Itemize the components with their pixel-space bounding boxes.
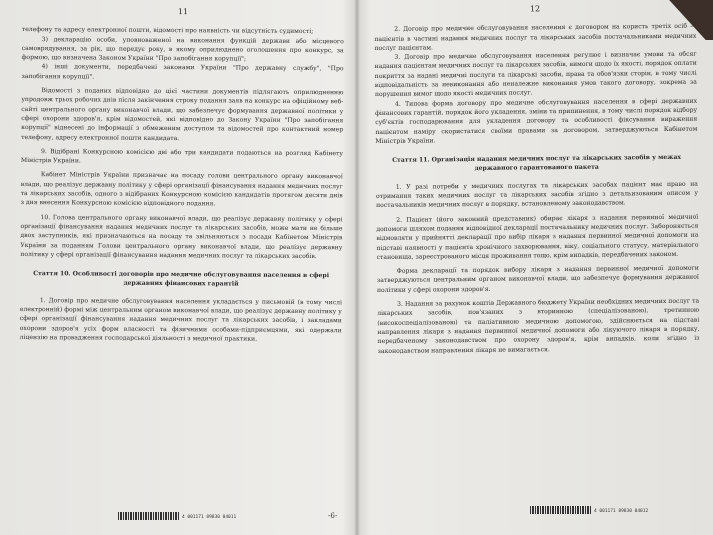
paragraph: Відомості з поданих відповідно до цієї частини документів підлягають оприлюдненню упродовж трьох робочих днів після закінчення строку подання заяв на конкурс на офіційному веб-сайті центрального органу виконавчої влади, що забезпечує формування державної політики у сфері охорони здоров'я, крім відомостей, які відповідно до Закону України "Про запобігання корупції" віднесені до інформації з обмеженим доступом та відомостей про контактний номер телефону, адресу електронної пошти кандидата.: [21, 87, 344, 142]
barcode-number: 4 001171 89830 04012: [594, 509, 649, 514]
barcode-bars: [530, 506, 592, 514]
barcode-right: [530, 506, 648, 514]
page-number-right: 12: [529, 4, 541, 14]
paragraph: 4) інші документи, передбачені законами України "Про державну службу", "Про запобігання корупції".: [21, 63, 344, 81]
barcode-number: 4 001171 89830 04011: [182, 515, 237, 520]
left-page: [18, 6, 344, 528]
article-heading: Стаття 10. Особливості договорів про медичне обслуговування населення в сфері державних фінансових гарантій: [33, 270, 330, 288]
paragraph: 1. Договір про медичне обслуговування населення укладається у письмовій (в тому числі електронній) формі між центральним органом виконавчої влади, що реалізує державну політику у сфері організації фінансування надання медичних послуг та лікарських засобів, і закладами охорони здоров'я усіх форм власності та фізичними особами-підприємцями, які одержали ліцензію на провадження господарської діяльності з медичної практики.: [19, 296, 342, 343]
paragraph: Форма декларації та порядок вибору лікаря з надання первинної медичної допомоги затверджуються центральним органом виконавчої влади, що забезпечує формування державної політики у сфері охорони здоров'я.: [376, 264, 699, 294]
right-page: [374, 3, 701, 526]
article-heading: Стаття 11. Організація надання медичних послуг та лікарських засобів у межах державного гарантованого пакета: [392, 153, 682, 173]
paragraph: 3) декларацію особи, уповноваженої на виконання функцій держави або місцевого самоврядування, за рік, що передує року, в якому оприлюднено оголошення про конкурс, за формою, що визначена Законом України "Про запобігання корупції";: [21, 35, 344, 63]
barcode-left: [118, 512, 236, 520]
book-gutter: [354, 0, 360, 535]
paragraph: телефону та адресу електронної пошти, відомості про наявність чи відсутність судимості;: [21, 26, 314, 36]
paragraph: 10. Голова центрального органу виконавчої влади, що реалізує державну політику у сфері організації фінансування надання медичних послуг та лікарських засобів, може мати не більше двох заступників, які призначаються на посаду та звільняються з посади Кабінетом Міністрів України за поданням Голови центрального органу виконавчої влади, що реалізує державну політику у сфері організації фінансування надання медичних послуг та лікарських засобів.: [20, 213, 343, 260]
paragraph: 3. Договір про медичне обслуговування населення регулює і визначає умови та обсяг надання пацієнтам медичних послуг та лікарських засобів, вимоги щодо їх якості, порядок оплати покриття за надані медичні послуги та лікарські засоби, права та обов'язки сторін, в тому числі відповідальність за невиконання або неналежне виконання умов такого договору, зокрема за порушення вимог щодо якості медичних послуг.: [374, 50, 697, 99]
paragraph: 4. Типова форма договору про медичне обслуговування населення в сфері державних фінансових гарантій, порядок його укладення, зміни та припинення, в тому числі порядок відбору суб'єктів господарювання для укладення договору та особливості фіксування вираження пацієнтом наміру скористатися своїми правами за договором, затверджуються Кабінетом Міністрів України.: [375, 97, 698, 145]
paragraph: 9. Відібрані Конкурсною комісією дві або три кандидати подаються на розгляд Кабінету Міністрів України.: [20, 147, 344, 165]
paragraph: 2. Пацієнт (його законний представник) обирає лікаря з надання первинної медичної допомоги шляхом подання відповідної декларації постачальнику медичних послуг. Забороняється відмовляти у прийнятті декларації про вибір лікаря з надання первинної медичної допомоги на підставі наявності у пацієнта хронічного захворювання, віку, соціального статусу, матеріального становища, зареєстрованого місця проживання тощо, крім випадків, передбачених законом.: [376, 213, 699, 261]
paragraph: Кабінет Міністрів України призначає на посаду голови центрального органу виконавчої влади, що реалізує державну політику у сфері організації фінансування надання медичних послуг та лікарських засобів, одного з відібраних Конкурсною комісією кандидатів протягом десяти днів з дня внесення Конкурсною комісією відповідного подання.: [20, 171, 343, 208]
paragraph: 2. Договір про медичне обслуговування населення є договором на користь третіх осіб — пацієнтів в частині надання медичних послуг та лікарських засобів постачальниками медичних послуг пацієнтам.: [374, 22, 697, 52]
paragraph: 1. У разі потреби у медичних послугах та лікарських засобах пацієнт має право на отримання таких медичних послуг та лікарських засобів згідно з детальизованим описом у постачальників медичних послуг в порядку, встановленому законодавством.: [375, 180, 699, 210]
page-number-left: 11: [177, 7, 189, 17]
paragraph: 3. Надання за рахунок коштів Державного бюджету України необхідних медичних послуг та лікарських засобів, пов'язаних з вторинною (спеціалізованою), третинною (високоспеціалізованою) та паліативною медичною допомогою, здійснюється на підставі направлення лікаря з надання первинної медичної допомоги або лікуючого лікаря в порядку, передбаченому законодавством про охорону здоров'я, крім випадків, коли згідно із законодавством направлення лікаря не вимагається.: [377, 297, 700, 355]
barcode-bars: [118, 512, 180, 520]
footer-page-number: -6-: [328, 512, 338, 520]
